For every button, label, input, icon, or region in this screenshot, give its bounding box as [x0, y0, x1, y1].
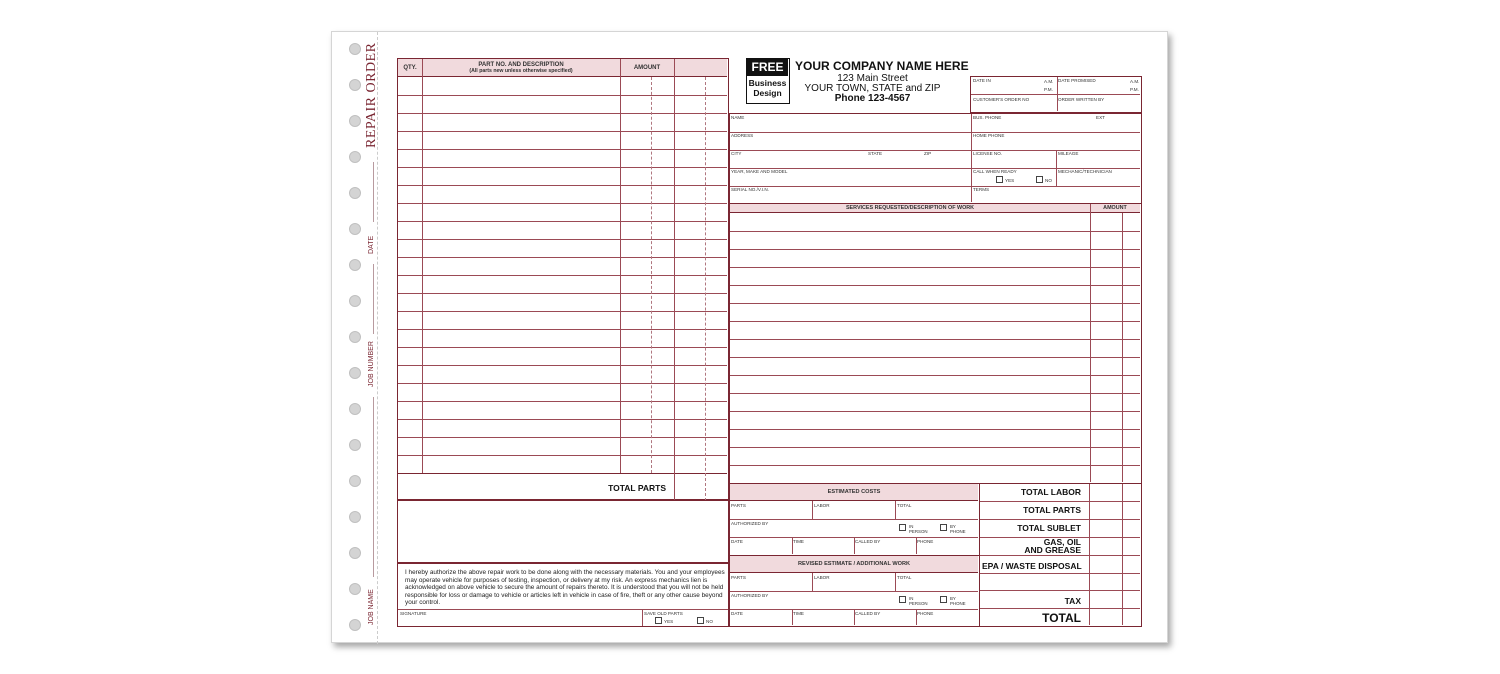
binder-hole: [349, 79, 361, 91]
total-labor-label: TOTAL LABOR: [1021, 487, 1081, 497]
company-name: YOUR COMPANY NAME HERE: [795, 59, 969, 73]
row-rule: [730, 519, 978, 520]
qty-header: QTY.: [403, 65, 417, 71]
binder-hole: [349, 151, 361, 163]
serial-vin-label: SERIAL NO./V.I.N.: [731, 187, 769, 192]
mechanic-label: MECHANIC/TECHNICIAN: [1058, 169, 1112, 174]
rev-by-phone-label-2: PHONE: [950, 601, 966, 606]
binder-hole: [349, 259, 361, 271]
logo-free-text: FREE: [747, 59, 788, 76]
row-rule: [730, 591, 978, 592]
parts-row-line: [398, 95, 727, 96]
date-promised-label: DATE PROMISED: [1058, 78, 1096, 83]
save-parts-no-checkbox[interactable]: [697, 617, 704, 624]
divider: [1056, 150, 1057, 186]
dates-box: [970, 76, 1142, 113]
parts-row-line: [398, 293, 727, 294]
parts-row-line: [398, 311, 727, 312]
no-label: NO: [706, 619, 713, 624]
binder-hole: [349, 367, 361, 379]
col-divider: [620, 59, 621, 473]
rev-time-label: TIME: [793, 611, 804, 616]
stub-job-name-label: JOB NAME: [368, 589, 375, 625]
call-ready-no-checkbox[interactable]: [1036, 176, 1043, 183]
row-rule: [730, 150, 1140, 151]
repair-order-form: [331, 31, 1168, 643]
est-by-phone-label-2: PHONE: [950, 529, 966, 534]
parts-row-line: [398, 221, 727, 222]
stub-rule: [373, 162, 374, 222]
rev-by-phone-label-1: BY: [950, 596, 956, 601]
est-phone-label: PHONE: [917, 539, 934, 544]
date-promised-pm: P.M.: [1130, 87, 1139, 92]
row-rule: [980, 519, 1140, 520]
est-by-phone-checkbox[interactable]: [940, 524, 947, 531]
est-time-label: TIME: [793, 539, 804, 544]
parts-row-line: [398, 203, 727, 204]
mileage-label: MILEAGE: [1058, 151, 1079, 156]
service-row-line: [730, 411, 1140, 412]
parts-row-line: [398, 455, 727, 456]
parts-row-line: [398, 239, 727, 240]
service-row-line: [730, 231, 1140, 232]
est-called-by-label: CALLED BY: [855, 539, 881, 544]
license-no-label: LICENSE NO.: [973, 151, 1003, 156]
row-rule: [980, 555, 1140, 556]
logo-line-2: Design: [753, 88, 782, 98]
divider: [812, 501, 813, 519]
service-row-line: [730, 375, 1140, 376]
rev-in-person-label-2: PERSON: [909, 601, 928, 606]
parts-row-line: [398, 473, 727, 474]
service-row-line: [730, 267, 1140, 268]
customer-info-box: [729, 113, 1142, 204]
logo-business-design: [747, 78, 788, 98]
rev-in-person-label-1: IN: [909, 596, 914, 601]
total-sublet-label: TOTAL SUBLET: [1017, 523, 1081, 533]
divider: [971, 114, 972, 202]
binder-hole: [349, 475, 361, 487]
rev-phone-label: PHONE: [917, 611, 934, 616]
zip-label: ZIP: [924, 151, 932, 156]
service-row-line: [730, 285, 1140, 286]
address-label: ADDRESS: [731, 133, 754, 138]
parts-row-line: [398, 275, 727, 276]
rev-in-person-checkbox[interactable]: [899, 596, 906, 603]
signature-label: SIGNATURE: [400, 611, 427, 616]
parts-row-line: [398, 365, 727, 366]
gas-oil-grease-label-2: AND GREASE: [1024, 545, 1081, 555]
date-in-pm: P.M.: [1044, 87, 1053, 92]
estimated-costs-box: [729, 483, 980, 556]
row-rule: [730, 186, 1140, 187]
date-in-label: DATE IN: [973, 78, 991, 83]
row-rule: [980, 573, 1140, 574]
binder-hole: [349, 583, 361, 595]
description-subheader: (All parts new unless otherwise specified): [469, 68, 573, 74]
logo-line-1: Business: [748, 78, 787, 88]
service-row-line: [730, 447, 1140, 448]
rev-labor-label: LABOR: [814, 575, 830, 580]
parts-table: [397, 58, 729, 500]
parts-row-line: [398, 167, 727, 168]
company-street: 123 Main Street: [837, 73, 908, 84]
total-parts-label: TOTAL PARTS: [608, 483, 666, 493]
stub-job-number-label: JOB NUMBER: [368, 341, 375, 387]
revised-estimate-header: REVISED ESTIMATE / ADDITIONAL WORK: [797, 561, 911, 567]
total-parts-summary-label: TOTAL PARTS: [1023, 505, 1081, 515]
divider: [895, 501, 896, 519]
state-label: STATE: [868, 151, 883, 156]
cents-divider: [1122, 213, 1123, 482]
est-in-person-label-1: IN: [909, 524, 914, 529]
cents-divider: [705, 77, 706, 501]
binder-hole: [349, 439, 361, 451]
call-when-ready-label: CALL WHEN READY: [973, 169, 1017, 174]
row-rule: [730, 132, 1140, 133]
grand-total-label: TOTAL: [1042, 611, 1081, 625]
est-date-label: DATE: [731, 539, 743, 544]
parts-row-line: [398, 257, 727, 258]
rev-total-label: TOTAL: [897, 575, 912, 580]
est-labor-label: LABOR: [814, 503, 830, 508]
parts-row-line: [398, 401, 727, 402]
est-total-label: TOTAL: [897, 503, 912, 508]
services-amount-header: AMOUNT: [1103, 205, 1127, 211]
parts-row-line: [398, 347, 727, 348]
company-phone: Phone 123-4567: [834, 93, 911, 104]
service-row-line: [730, 465, 1140, 466]
date-in-am: A.M.: [1044, 79, 1054, 84]
parts-row-line: [398, 383, 727, 384]
est-parts-label: PARTS: [731, 503, 746, 508]
date-promised-am: A.M.: [1130, 79, 1140, 84]
company-city: YOUR TOWN, STATE and ZIP: [804, 83, 941, 94]
est-in-person-checkbox[interactable]: [899, 524, 906, 531]
order-written-by-label: ORDER WRITTEN BY: [1058, 97, 1105, 102]
repair-order-title: REPAIR ORDER: [364, 42, 379, 148]
service-row-line: [730, 303, 1140, 304]
cents-divider: [651, 77, 652, 473]
save-old-parts-label: SAVE OLD PARTS: [644, 611, 683, 616]
year-make-model-label: YEAR, MAKE AND MODEL: [731, 169, 788, 174]
divider: [895, 573, 896, 591]
binder-hole: [349, 187, 361, 199]
call-ready-yes-checkbox[interactable]: [996, 176, 1003, 183]
parts-row-line: [398, 419, 727, 420]
divider: [971, 94, 1140, 95]
col-divider: [1090, 204, 1091, 482]
service-row-line: [730, 321, 1140, 322]
binder-hole: [349, 511, 361, 523]
rev-called-by-label: CALLED BY: [855, 611, 881, 616]
rev-authorized-by-label: AUTHORIZED BY: [731, 593, 769, 598]
binder-hole: [349, 547, 361, 559]
city-label: CITY: [731, 151, 742, 156]
binder-hole: [349, 619, 361, 631]
parts-row-line: [398, 113, 727, 114]
epa-waste-disposal-label: EPA / WASTE DISPOSAL: [982, 561, 1082, 571]
binder-hole: [349, 295, 361, 307]
services-table: [729, 203, 1142, 484]
description-header: PART NO. AND DESCRIPTION: [478, 62, 564, 68]
binder-hole: [349, 43, 361, 55]
stub-rule: [373, 397, 374, 577]
binder-hole: [349, 403, 361, 415]
parts-row-line: [398, 131, 727, 132]
estimated-costs-header: ESTIMATED COSTS: [827, 489, 881, 495]
services-header: SERVICES REQUESTED/DESCRIPTION OF WORK: [845, 205, 975, 211]
parts-row-line: [398, 329, 727, 330]
stub-date-label: DATE: [368, 235, 375, 254]
divider: [812, 573, 813, 591]
rev-date-label: DATE: [731, 611, 743, 616]
authorization-text: I hereby authorize the above repair work to be done along with the necessary materials. You and your employees may operate vehicle for purposes of testing, inspection, or delivery at my risk. An express mechanics lien is acknowledged on above vehicle to secure the amount of repairs thereto. It is understood that you will not be held responsible for loss or damage to vehicle or articles left in vehicle in case of fire, theft or any other cause beyond your control.: [405, 569, 725, 607]
service-row-line: [730, 249, 1140, 250]
service-row-line: [730, 393, 1140, 394]
row-rule: [980, 608, 1140, 609]
name-label: NAME: [731, 115, 745, 120]
yes-label: YES: [664, 619, 674, 624]
est-by-phone-label-1: BY: [950, 524, 956, 529]
free-business-design-logo: [746, 58, 790, 104]
rev-parts-label: PARTS: [731, 575, 746, 580]
parts-row-line: [398, 149, 727, 150]
gas-oil-grease-label-1: GAS, OIL: [1043, 537, 1081, 547]
rev-by-phone-checkbox[interactable]: [940, 596, 947, 603]
divider: [642, 609, 643, 626]
service-row-line: [730, 429, 1140, 430]
amount-header: AMOUNT: [633, 65, 661, 71]
col-divider: [422, 59, 423, 473]
service-row-line: [730, 339, 1140, 340]
save-parts-yes-checkbox[interactable]: [655, 617, 662, 624]
customer-order-no-label: CUSTOMER'S ORDER NO: [973, 97, 1030, 102]
call-ready-no-label: NO: [1045, 178, 1052, 183]
ext-label: EXT: [1096, 115, 1105, 120]
stub-rule: [373, 264, 374, 334]
tax-label: TAX: [1064, 596, 1081, 606]
est-in-person-label-2: PERSON: [909, 529, 928, 534]
parts-row-line: [398, 185, 727, 186]
binder-hole: [349, 223, 361, 235]
terms-label: TERMS: [973, 187, 990, 192]
est-authorized-by-label: AUTHORIZED BY: [731, 521, 769, 526]
row-rule: [980, 590, 1140, 591]
col-divider: [674, 59, 675, 501]
service-row-line: [730, 357, 1140, 358]
home-phone-label: HOME PHONE: [973, 133, 1005, 138]
parts-row-line: [398, 437, 727, 438]
signature-rule: [398, 609, 728, 610]
binder-hole: [349, 331, 361, 343]
binder-hole: [349, 115, 361, 127]
bus-phone-label: BUS. PHONE: [973, 115, 1002, 120]
revised-estimate-box: [729, 555, 980, 627]
call-ready-yes-label: YES: [1005, 178, 1015, 183]
row-rule: [980, 501, 1140, 502]
notes-box[interactable]: [397, 500, 729, 563]
